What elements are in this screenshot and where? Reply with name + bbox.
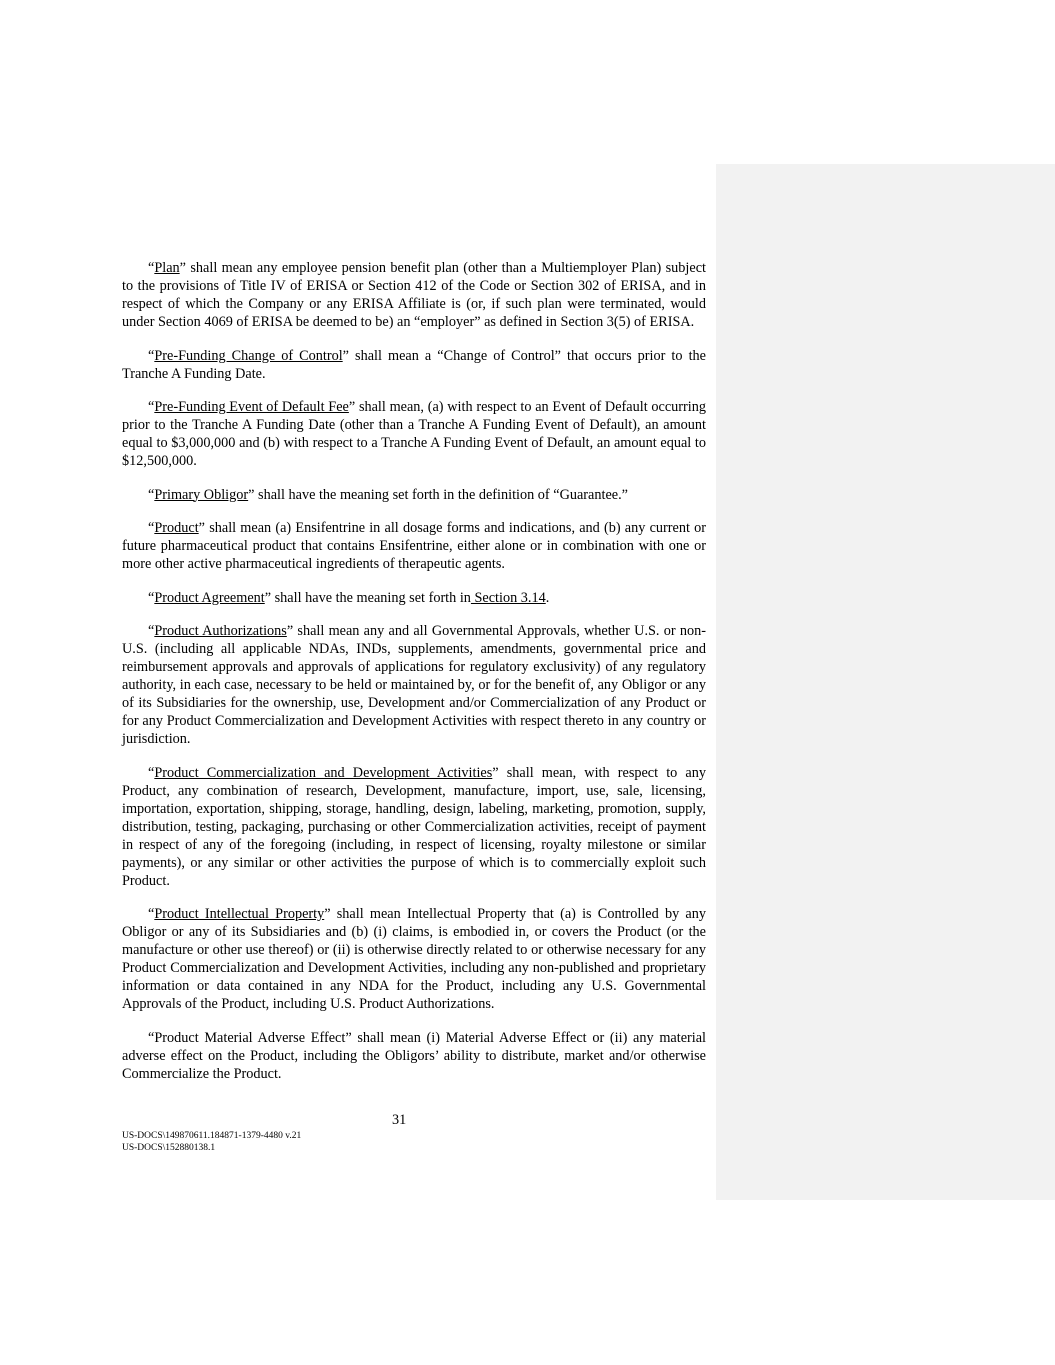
defined-term-plain: Product Material Adverse Effect bbox=[154, 1029, 346, 1046]
defined-term: Plan bbox=[154, 260, 180, 276]
defined-term: Product Intellectual Property bbox=[154, 906, 325, 922]
definition-pre-funding-change-of-control: “Pre-Funding Change of Control” shall mean a “Change of Control” that occurs prior to the Tranche A Funding Date. bbox=[122, 347, 706, 382]
comment-pane bbox=[716, 164, 1055, 1200]
definition-product-authorizations: “Product Authorizations” shall mean any and all Governmental Approvals, whether U.S. or non-U.S. (including all applicable NDAs, INDs, supplements, amendments, governmental price and reimbursement approvals and approvals of applications for regulatory exclusivity) of any regulatory authority, in each case, necessary to be held or maintained by, or for the benefit of, any Obligor or any of its Subsidiaries for the ownership, use, Development and/or Commercialization of any Product or for any Product Commercialization and Development Activities with respect thereto in any country or jurisdiction. bbox=[122, 623, 706, 747]
defined-term: Product Authorizations bbox=[154, 623, 287, 639]
document-id-line-2: US-DOCS\152880138.1 bbox=[122, 1143, 216, 1153]
definition-plan: “Plan” shall mean any employee pension benefit plan (other than a Multiemployer Plan) subject to the provisions of Title IV of ERISA or Section 412 of the Code or Section 302 of ERISA, and in respect of which the Company or any ERISA Affiliate is (or, if such plan were terminated, would under Section 4069 of ERISA be deemed to be) an “employer” as defined in Section 3(5) of ERISA. bbox=[122, 260, 706, 330]
definition-product-agreement: “Product Agreement” shall have the meaning set forth in Section 3.14. bbox=[148, 589, 550, 606]
document-body bbox=[122, 259, 706, 1083]
defined-term: Product Agreement bbox=[154, 589, 265, 606]
definition-pre-funding-event-of-default-fee: “Pre-Funding Event of Default Fee” shall mean, (a) with respect to an Event of Default occurring prior to the Tranche A Funding Date (other than a Tranche A Funding Event of Default), an amount equal to $3,000,000 and (b) with respect to a Tranche A Funding Event of Default, an amount equal to $12,500,000. bbox=[122, 399, 706, 469]
page-number: 31 bbox=[392, 1112, 407, 1128]
definition-product-material-adverse-effect: “Product Material Adverse Effect” shall mean (i) Material Adverse Effect or (ii) any material adverse effect on the Product, including the Obligors’ ability to distribute, market and/or otherwise Commercialize the Product. bbox=[122, 1029, 707, 1082]
defined-term: Primary Obligor bbox=[154, 486, 249, 503]
section-reference-link[interactable]: Section 3.14 bbox=[470, 589, 546, 606]
document-id-line-1: US-DOCS\149870611.184871-1379-4480 v.21 bbox=[122, 1131, 302, 1141]
defined-term: Pre-Funding Event of Default Fee bbox=[154, 399, 349, 415]
definition-product-commercialization-activities: “Product Commercialization and Development Activities” shall mean, with respect to any Product, any combination of research, Development, manufacture, import, use, sale, licensing, importation, exportation, shipping, storage, handling, design, labeling, marketing, promotion, supply, distribution, testing, packaging, purchasing or other Commercialization activities, receipt of payment in respect of any of the foregoing (including, in respect of licensing, royalty milestone or similar payments), or any similar or other activities the purpose of which is to commercially exploit such Product. bbox=[122, 764, 706, 889]
definition-product: “Product” shall mean (a) Ensifentrine in all dosage forms and indications, and (b) any current or future pharmaceutical product that contains Ensifentrine, either alone or in combination with one or more other active pharmaceutical ingredients of therapeutic agents. bbox=[122, 520, 706, 572]
defined-term: Pre-Funding Change of Control bbox=[154, 347, 343, 364]
defined-term: Product Commercialization and Development Activities bbox=[154, 764, 493, 781]
definition-primary-obligor: “Primary Obligor” shall have the meaning set forth in the definition of “Guarantee.” bbox=[148, 486, 628, 503]
defined-term: Product bbox=[154, 520, 199, 536]
definition-product-intellectual-property: “Product Intellectual Property” shall mean Intellectual Property that (a) is Controlled by any Obligor or any of its Subsidiaries and (b) (i) claims, is embodied in, or covers the Product (or the manufacture or other use thereof) or (ii) is otherwise directly related to or otherwise necessary for any Product Commercialization and Development Activities, including any non-published and proprietary information or data contained in any NDA for the Product, including any U.S. Governmental Approvals of the Product, including U.S. Product Authorizations. bbox=[122, 906, 706, 1012]
